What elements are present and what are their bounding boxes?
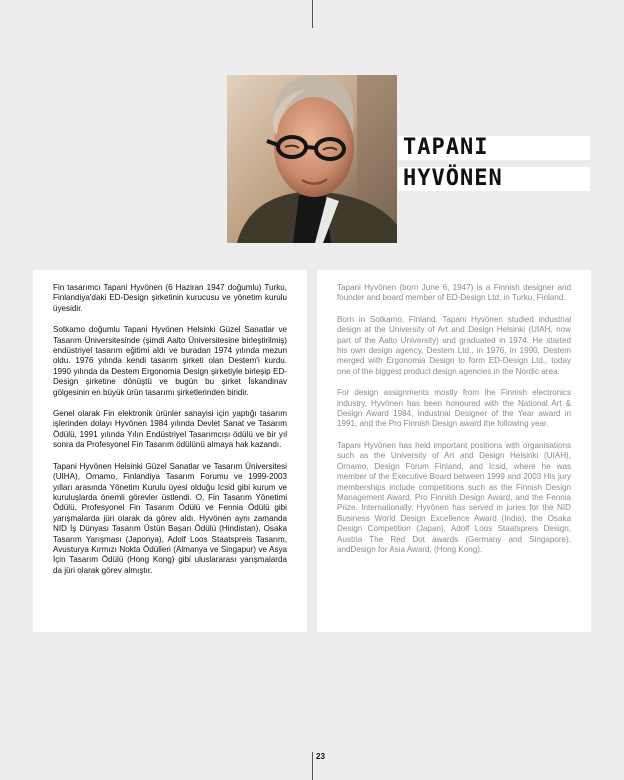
paragraph-tr: Fin tasarımcı Tapani Hyvönen (6 Haziran 1947 doğumlu) Turku, Finlandiya'daki ED-Design şirketinin kurucusu ve yönetim kurulu üyesidir. [53, 283, 287, 313]
paragraph-en: Tapani Hyvönen has held important positions with organisations such as the University of Art and Design Helsinki (UIAH), Ornamo, Design Forum Finland, and Icsid, where he was member of the Executive Board between 1999 and 2003 His jury memberships include competitions such as the Finnish Design Management Award, Pro Finnish Design Award, and the Fennia Prize. Internationally, Hyvönen has served in juries for the NID Business World Design Excellence Award (India), the Osaka Design Competition (Japan), Adolf Loos Staatspreis Design, Austria The Red Dot awards (Germany and Singapore), andDesign for Asia Award, (Hong Kong). [337, 440, 571, 554]
paragraph-en: Born in Sotkamo, Finland, Tapani Hyvönen studied industrial design at the University of Art and Design Helsinki (UIAH, now part of the Aalto University) and graduated in 1974. He started his own design agency, Destem Ltd., in 1976. In 1990, Destem merged with Ergonomia Design to form ED-Design Ltd., today one of the biggest product design agencies in the Nordic area. [337, 314, 571, 376]
english-text-column [317, 270, 591, 632]
paragraph-tr: Sotkamo doğumlu Tapani Hyvönen Helsinki Güzel Sanatlar ve Tasarım Üniversitesinde (şimdi Aalto Üniversitesine birleştirilmiş) endüstriyel tasarım eğitimi aldı ve buradan 1974 yılında mezun oldu. 1976 yılında kendi tasarım şirketi olan Destem'i kurdu. 1990 yılında da Destem Ergonomia Design şirketiyle birleşip ED-Design şirketine dönüştü ve bugün bu şirket İskandinav gölgesinin en büyük ürün tasarımı şirketlerinden biridir. [53, 325, 287, 397]
crop-mark-top [312, 0, 313, 28]
paragraph-tr: Tapani Hyvönen Helsinki Güzel Sanatlar ve Tasarım Üniversitesi (UIHA), Ornamo, Finlandiya Tasarım Forumu ve 1999-2003 yılları arasında Yönetim Kurulu üyesi olduğu Icsid gibi kurum ve kuruluşlarda önemli görevler üstlendi. O, Fin Tasarım Yönetimi Ödülü, Profesyonel Fin Tasarım Ödülü ve Fennia Ödülü gibi yarışmalarda jüri olarak da görev aldı. Hyvönen aynı zamanda NID İş Dünyası Tasarım Üstün Başarı Ödülü (Hindistan), Osaka Tasarım Yarışması (Japonya), Adolf Loos Staatspreis Tasarım, Avusturya Kırmızı Nokta Ödülleri (Almanya ve Singapur) ve Asya İçin Tasarım Ödülü (Hong Kong) gibi uluslararası yarışmalarda da jüri olarak görev almıştır. [53, 461, 287, 575]
portrait-illustration [227, 75, 397, 243]
turkish-text-column [33, 270, 307, 632]
name-last: HYVÖNEN [398, 167, 590, 191]
portrait-photo [227, 75, 397, 243]
name-first: TAPANI [398, 136, 590, 160]
paragraph-en: Tapani Hyvönen (born June 6, 1947) is a Finnish designer and founder and board member of ED-Design Ltd. in Turku, Finland. [337, 283, 571, 303]
page-number: 23 [316, 752, 325, 761]
paragraph-en: For design assignments mostly from the Finnish electronics industry, Hyvönen has been honoured with the National Art & Design Award 1984, Industrial Designer of the Year award in 1991, and the Pro Finnish Design award the following year. [337, 388, 571, 429]
paragraph-tr: Genel olarak Fin elektronik ürünler sanayisi için yaptığı tasarım işlerinden dolayı Hyvönen 1984 yılında Devlet Sanat ve Tasarım Ödülü, 1991 yılında Yılın Endüstriyel Tasarımcısı ödülü ve bir yıl sonra da Profesyonel Fin Tasarım ödülünü almaya hak kazandı. [53, 409, 287, 450]
crop-mark-bottom [312, 752, 313, 780]
